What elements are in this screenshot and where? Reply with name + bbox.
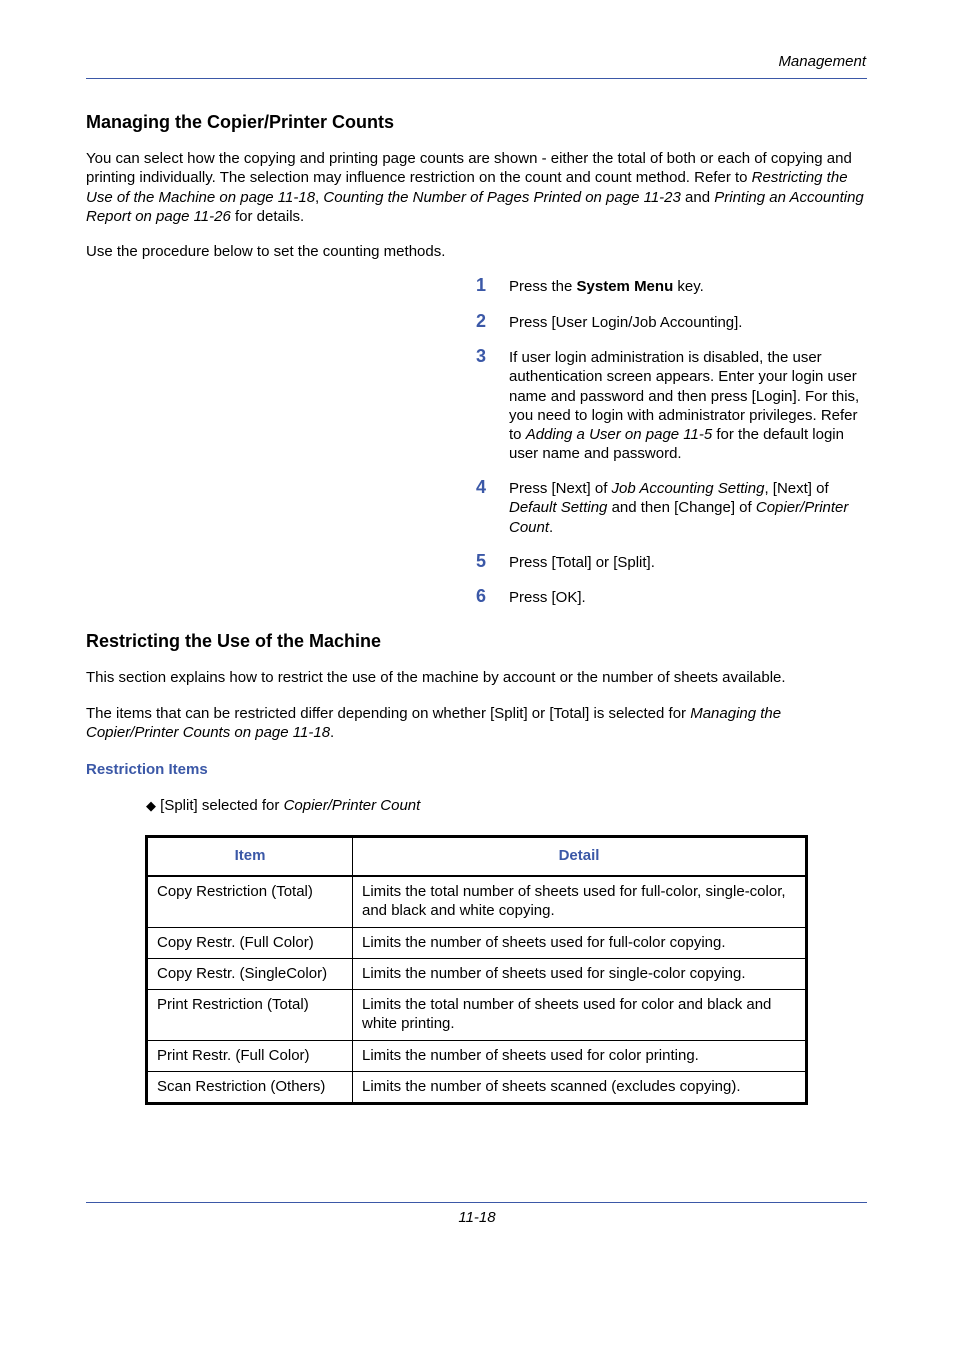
text-run: Press the (509, 278, 577, 295)
table-row (147, 958, 807, 989)
detail-cell: Limits the number of sheets used for single-color copying. (353, 958, 807, 989)
item-cell: Print Restriction (Total) (147, 990, 353, 1041)
item-cell: Copy Restr. (SingleColor) (147, 958, 353, 989)
procedure-intro: Use the procedure below to set the counting methods. (86, 243, 446, 260)
item-cell: Print Restr. (Full Color) (147, 1040, 353, 1071)
text-run: . (330, 724, 335, 742)
italic-reference: Adding a User on page 11-5 (525, 426, 713, 444)
restriction-table (145, 835, 808, 1105)
bullet-text: [Split] selected for (160, 797, 284, 814)
text-run: Press [User Login/Job Accounting]. (509, 314, 743, 331)
item-cell: Copy Restriction (Total) (147, 876, 353, 927)
table-row (147, 927, 807, 958)
section-title-counts: Managing the Copier/Printer Counts (86, 112, 395, 132)
text-run: You can select how the copying and printing page counts are shown - either the total of both or each of copying and printing individually. The selection may influence restriction on the count and count method. Refer to (86, 150, 852, 187)
text-run: , [Next] of (764, 480, 829, 497)
split-bullet (146, 797, 420, 814)
column-header-item: Item (147, 837, 353, 877)
section-title-restricting: Restricting the Use of the Machine (86, 631, 382, 651)
step-number: 4 (476, 477, 487, 497)
text-run: Press [OK]. (509, 589, 586, 606)
italic-reference: Default Setting (509, 499, 608, 517)
text-run: and then [Change] of (607, 499, 756, 517)
step-text (509, 588, 869, 607)
table-row (147, 876, 807, 927)
italic-reference: Copier/Printer Count (509, 499, 849, 536)
detail-cell: Limits the number of sheets used for full-color copying. (353, 927, 807, 958)
item-cell: Scan Restriction (Others) (147, 1072, 353, 1104)
detail-cell: Limits the total number of sheets used for color and black and white printing. (353, 990, 807, 1041)
text-run: If user login administration is disabled, the user authentication screen appears. Enter your login user name and password and then press [Login]. For this, you need to login with administrator privileges. Refer to (509, 349, 860, 444)
step-text (509, 348, 869, 464)
step-text (509, 277, 869, 296)
text-run: . (549, 518, 554, 536)
table-row (147, 1040, 807, 1071)
italic-reference: Managing the Copier/Printer Counts on page 11-18 (86, 705, 782, 742)
detail-cell: Limits the number of sheets used for color printing. (353, 1040, 807, 1071)
italic-reference: Restricting the Use of the Machine on page 11-18 (86, 169, 848, 206)
text-run: , (315, 188, 324, 206)
table-row (147, 990, 807, 1041)
restricting-paragraph-1: This section explains how to restrict the use of the machine by account or the number of sheets available. (86, 669, 786, 686)
table-row (147, 1072, 807, 1104)
italic-reference: Printing an Accounting Report on page 11-26 (86, 188, 864, 225)
footer-rule (86, 1202, 867, 1203)
step-number: 2 (476, 311, 487, 331)
text-run: The items that can be restricted differ depending on whether [Split] or [Total] is selected for (86, 705, 691, 722)
restriction-items-heading: Restriction Items (86, 761, 208, 778)
column-header-detail: Detail (353, 837, 807, 877)
running-header: Management (778, 53, 866, 70)
header-rule (86, 78, 867, 79)
detail-cell: Limits the number of sheets scanned (excludes copying). (353, 1072, 807, 1104)
step-number: 3 (476, 346, 487, 366)
diamond-bullet-icon: ◆ (146, 799, 156, 814)
step-number: 1 (476, 275, 487, 295)
italic-reference: Counting the Number of Pages Printed on page 11-23 (323, 188, 681, 206)
item-cell: Copy Restr. (Full Color) (147, 927, 353, 958)
table-header-row (147, 837, 807, 877)
step-number: 5 (476, 551, 487, 571)
step-text (509, 479, 869, 537)
text-run: Press [Next] of (509, 480, 612, 497)
italic-reference: Job Accounting Setting (611, 480, 765, 497)
bold-keyword: System Menu (576, 278, 674, 295)
counts-intro-paragraph (86, 149, 871, 226)
step-number: 6 (476, 586, 487, 606)
page-number: 11-18 (458, 1209, 496, 1226)
restricting-paragraph-2 (86, 704, 871, 743)
text-run: and (680, 188, 715, 206)
bullet-italic-text: Copier/Printer Count (283, 797, 421, 814)
text-run: for details. (230, 207, 305, 225)
step-text (509, 313, 869, 332)
step-text (509, 553, 869, 572)
detail-cell: Limits the total number of sheets used for full-color, single-color, and black and white copying. (353, 876, 807, 927)
text-run: key. (673, 278, 704, 295)
text-run: for the default login user name and password. (509, 426, 844, 463)
text-run: Press [Total] or [Split]. (509, 554, 655, 571)
